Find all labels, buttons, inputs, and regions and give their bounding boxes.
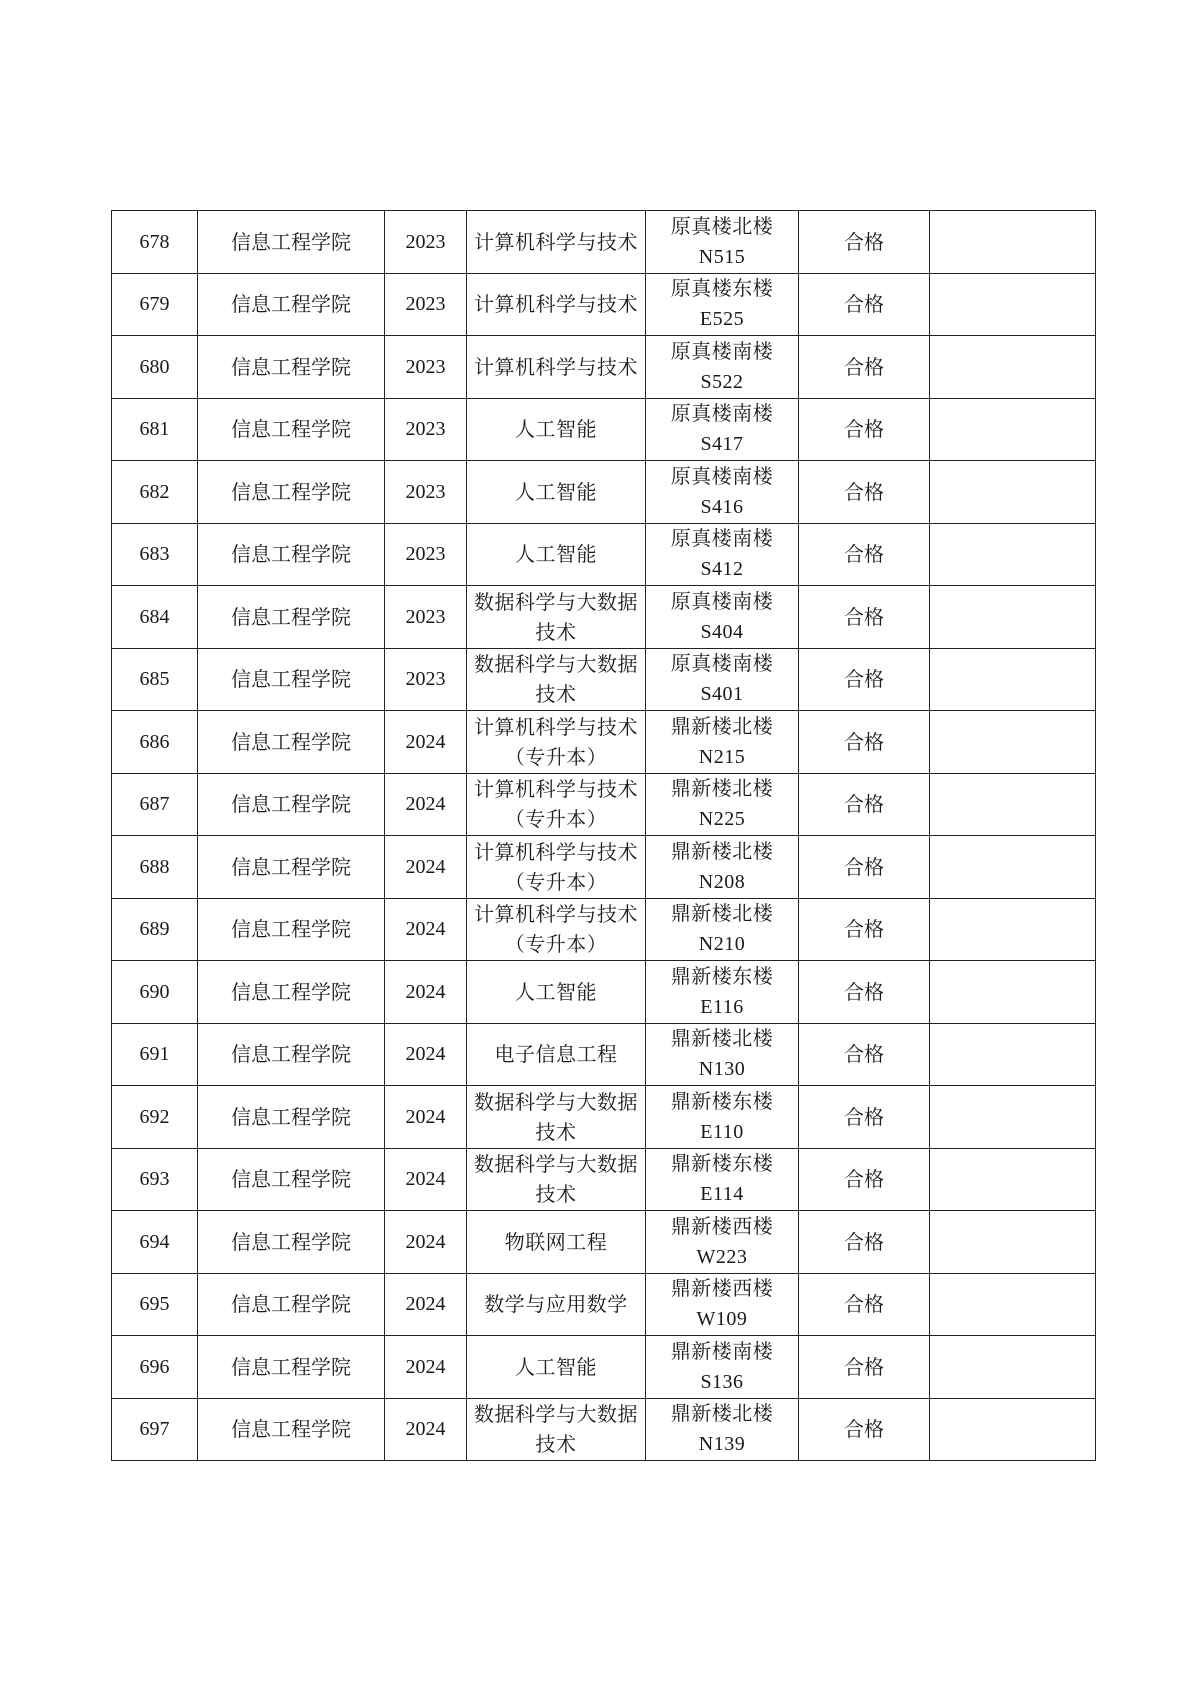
cell-result: 合格	[799, 523, 930, 586]
dormitory-room: S404	[700, 620, 744, 643]
cell-college: 信息工程学院	[198, 211, 385, 274]
cell-dormitory	[646, 586, 799, 649]
table-row	[112, 461, 1096, 524]
cell-major: 计算机科学与技术（专升本）	[467, 773, 646, 836]
dormitory-building: 鼎新楼北楼	[670, 1028, 774, 1051]
cell-major: 人工智能	[467, 461, 646, 524]
cell-note	[930, 1273, 1096, 1336]
cell-major: 计算机科学与技术	[467, 336, 646, 399]
cell-number: 679	[112, 273, 198, 336]
cell-major: 计算机科学与技术（专升本）	[467, 836, 646, 899]
cell-dormitory	[646, 273, 799, 336]
cell-college: 信息工程学院	[198, 1211, 385, 1274]
dormitory-building: 原真楼南楼	[670, 403, 774, 426]
dormitory-building: 鼎新楼东楼	[670, 1153, 774, 1176]
cell-year: 2023	[385, 211, 467, 274]
cell-year: 2024	[385, 1023, 467, 1086]
cell-major: 数据科学与大数据技术	[467, 648, 646, 711]
cell-result: 合格	[799, 211, 930, 274]
cell-result: 合格	[799, 1398, 930, 1461]
dormitory-building: 原真楼南楼	[670, 590, 774, 613]
dormitory-building: 原真楼南楼	[670, 653, 774, 676]
cell-number: 682	[112, 461, 198, 524]
cell-college: 信息工程学院	[198, 1086, 385, 1149]
cell-number: 680	[112, 336, 198, 399]
cell-number: 697	[112, 1398, 198, 1461]
cell-dormitory	[646, 1211, 799, 1274]
table-row	[112, 336, 1096, 399]
table-row	[112, 398, 1096, 461]
dormitory-room: E114	[700, 1183, 744, 1206]
table-body	[112, 211, 1096, 1461]
cell-year: 2023	[385, 398, 467, 461]
table-row	[112, 711, 1096, 774]
dormitory-room: E116	[700, 995, 744, 1018]
cell-result: 合格	[799, 836, 930, 899]
cell-dormitory	[646, 898, 799, 961]
cell-dormitory	[646, 211, 799, 274]
cell-note	[930, 211, 1096, 274]
cell-note	[930, 336, 1096, 399]
table-row	[112, 1211, 1096, 1274]
cell-dormitory	[646, 1148, 799, 1211]
cell-dormitory	[646, 773, 799, 836]
cell-year: 2024	[385, 1336, 467, 1399]
cell-note	[930, 836, 1096, 899]
dormitory-room: N225	[698, 808, 746, 831]
cell-year: 2023	[385, 336, 467, 399]
cell-dormitory	[646, 1336, 799, 1399]
cell-college: 信息工程学院	[198, 1273, 385, 1336]
table-row	[112, 1023, 1096, 1086]
cell-result: 合格	[799, 711, 930, 774]
cell-result: 合格	[799, 1336, 930, 1399]
dormitory-building: 鼎新楼北楼	[670, 840, 774, 863]
dormitory-building: 鼎新楼北楼	[670, 1403, 774, 1426]
cell-dormitory	[646, 1086, 799, 1149]
cell-dormitory	[646, 648, 799, 711]
cell-college: 信息工程学院	[198, 273, 385, 336]
cell-major: 计算机科学与技术（专升本）	[467, 711, 646, 774]
cell-number: 694	[112, 1211, 198, 1274]
cell-year: 2024	[385, 836, 467, 899]
cell-number: 683	[112, 523, 198, 586]
cell-year: 2024	[385, 961, 467, 1024]
dormitory-building: 鼎新楼北楼	[670, 778, 774, 801]
table-row	[112, 961, 1096, 1024]
cell-year: 2024	[385, 1211, 467, 1274]
cell-result: 合格	[799, 586, 930, 649]
dormitory-building: 原真楼北楼	[670, 215, 774, 238]
table-row	[112, 1336, 1096, 1399]
cell-year: 2023	[385, 586, 467, 649]
cell-major: 电子信息工程	[467, 1023, 646, 1086]
table-row	[112, 523, 1096, 586]
dormitory-room: E525	[699, 308, 745, 331]
table-row	[112, 648, 1096, 711]
cell-number: 695	[112, 1273, 198, 1336]
cell-dormitory	[646, 836, 799, 899]
table-row	[112, 836, 1096, 899]
dormitory-room: S416	[700, 495, 744, 518]
cell-result: 合格	[799, 336, 930, 399]
cell-year: 2024	[385, 1148, 467, 1211]
cell-college: 信息工程学院	[198, 1398, 385, 1461]
dormitory-room: E110	[700, 1120, 744, 1143]
dormitory-building: 原真楼南楼	[670, 465, 774, 488]
dormitory-room: S136	[700, 1370, 744, 1393]
cell-number: 690	[112, 961, 198, 1024]
cell-major: 数据科学与大数据技术	[467, 1086, 646, 1149]
cell-number: 688	[112, 836, 198, 899]
cell-dormitory	[646, 1023, 799, 1086]
cell-dormitory	[646, 523, 799, 586]
dormitory-room: N208	[698, 870, 746, 893]
dormitory-room: S417	[700, 433, 744, 456]
cell-college: 信息工程学院	[198, 461, 385, 524]
dormitory-building: 鼎新楼西楼	[670, 1278, 774, 1301]
cell-number: 681	[112, 398, 198, 461]
cell-year: 2024	[385, 773, 467, 836]
table-row	[112, 1148, 1096, 1211]
cell-result: 合格	[799, 961, 930, 1024]
table-row	[112, 1398, 1096, 1461]
dormitory-room: W109	[696, 1308, 748, 1331]
cell-college: 信息工程学院	[198, 1148, 385, 1211]
cell-result: 合格	[799, 898, 930, 961]
cell-note	[930, 398, 1096, 461]
cell-number: 684	[112, 586, 198, 649]
cell-major: 数学与应用数学	[467, 1273, 646, 1336]
cell-college: 信息工程学院	[198, 1336, 385, 1399]
cell-note	[930, 1086, 1096, 1149]
cell-note	[930, 1148, 1096, 1211]
cell-number: 685	[112, 648, 198, 711]
cell-note	[930, 1336, 1096, 1399]
table-row	[112, 1086, 1096, 1149]
table-row	[112, 586, 1096, 649]
table-row	[112, 773, 1096, 836]
dormitory-building: 鼎新楼南楼	[670, 1340, 774, 1363]
cell-college: 信息工程学院	[198, 523, 385, 586]
cell-result: 合格	[799, 273, 930, 336]
cell-note	[930, 898, 1096, 961]
dormitory-building: 鼎新楼北楼	[670, 903, 774, 926]
cell-college: 信息工程学院	[198, 336, 385, 399]
dormitory-building: 原真楼东楼	[670, 278, 774, 301]
dormitory-room: S522	[700, 370, 744, 393]
cell-major: 人工智能	[467, 961, 646, 1024]
cell-result: 合格	[799, 1148, 930, 1211]
cell-college: 信息工程学院	[198, 836, 385, 899]
cell-dormitory	[646, 461, 799, 524]
cell-note	[930, 586, 1096, 649]
cell-college: 信息工程学院	[198, 711, 385, 774]
cell-major: 计算机科学与技术	[467, 211, 646, 274]
cell-year: 2023	[385, 523, 467, 586]
cell-major: 人工智能	[467, 398, 646, 461]
cell-college: 信息工程学院	[198, 1023, 385, 1086]
dormitory-room: N515	[698, 245, 746, 268]
dormitory-building: 鼎新楼西楼	[670, 1215, 774, 1238]
dormitory-room: W223	[696, 1245, 748, 1268]
dormitory-room: N139	[698, 1433, 746, 1456]
dormitory-building: 原真楼南楼	[670, 340, 774, 363]
cell-note	[930, 461, 1096, 524]
cell-number: 689	[112, 898, 198, 961]
cell-result: 合格	[799, 648, 930, 711]
cell-result: 合格	[799, 1086, 930, 1149]
dormitory-building: 鼎新楼东楼	[670, 1090, 774, 1113]
cell-year: 2024	[385, 898, 467, 961]
cell-college: 信息工程学院	[198, 898, 385, 961]
cell-result: 合格	[799, 398, 930, 461]
table-row	[112, 273, 1096, 336]
cell-note	[930, 1023, 1096, 1086]
cell-result: 合格	[799, 461, 930, 524]
cell-college: 信息工程学院	[198, 398, 385, 461]
cell-result: 合格	[799, 773, 930, 836]
cell-note	[930, 1398, 1096, 1461]
cell-dormitory	[646, 336, 799, 399]
cell-dormitory	[646, 711, 799, 774]
cell-result: 合格	[799, 1273, 930, 1336]
cell-dormitory	[646, 398, 799, 461]
cell-number: 693	[112, 1148, 198, 1211]
cell-number: 687	[112, 773, 198, 836]
cell-major: 数据科学与大数据技术	[467, 1148, 646, 1211]
cell-number: 696	[112, 1336, 198, 1399]
cell-number: 686	[112, 711, 198, 774]
cell-dormitory	[646, 1398, 799, 1461]
dormitory-building: 原真楼南楼	[670, 528, 774, 551]
cell-note	[930, 523, 1096, 586]
cell-year: 2024	[385, 711, 467, 774]
dormitory-room: N130	[698, 1058, 746, 1081]
cell-college: 信息工程学院	[198, 648, 385, 711]
cell-note	[930, 648, 1096, 711]
cell-college: 信息工程学院	[198, 586, 385, 649]
cell-number: 692	[112, 1086, 198, 1149]
cell-dormitory	[646, 1273, 799, 1336]
dormitory-inspection-table	[111, 210, 1096, 1461]
cell-note	[930, 711, 1096, 774]
cell-major: 计算机科学与技术	[467, 273, 646, 336]
dormitory-room: S412	[700, 558, 744, 581]
cell-year: 2024	[385, 1273, 467, 1336]
cell-note	[930, 961, 1096, 1024]
cell-year: 2024	[385, 1398, 467, 1461]
cell-result: 合格	[799, 1211, 930, 1274]
cell-major: 人工智能	[467, 1336, 646, 1399]
cell-major: 数据科学与大数据技术	[467, 1398, 646, 1461]
table-row	[112, 1273, 1096, 1336]
cell-note	[930, 773, 1096, 836]
cell-note	[930, 273, 1096, 336]
dormitory-building: 鼎新楼东楼	[670, 965, 774, 988]
cell-major: 人工智能	[467, 523, 646, 586]
cell-note	[930, 1211, 1096, 1274]
cell-number: 678	[112, 211, 198, 274]
cell-dormitory	[646, 961, 799, 1024]
cell-college: 信息工程学院	[198, 773, 385, 836]
table-row	[112, 211, 1096, 274]
dormitory-room: N210	[698, 933, 746, 956]
cell-college: 信息工程学院	[198, 961, 385, 1024]
dormitory-building: 鼎新楼北楼	[670, 715, 774, 738]
cell-year: 2023	[385, 461, 467, 524]
cell-major: 数据科学与大数据技术	[467, 586, 646, 649]
cell-year: 2024	[385, 1086, 467, 1149]
cell-major: 计算机科学与技术（专升本）	[467, 898, 646, 961]
cell-number: 691	[112, 1023, 198, 1086]
dormitory-room: S401	[700, 683, 744, 706]
cell-year: 2023	[385, 648, 467, 711]
cell-major: 物联网工程	[467, 1211, 646, 1274]
table-row	[112, 898, 1096, 961]
cell-result: 合格	[799, 1023, 930, 1086]
dormitory-room: N215	[698, 745, 746, 768]
cell-year: 2023	[385, 273, 467, 336]
